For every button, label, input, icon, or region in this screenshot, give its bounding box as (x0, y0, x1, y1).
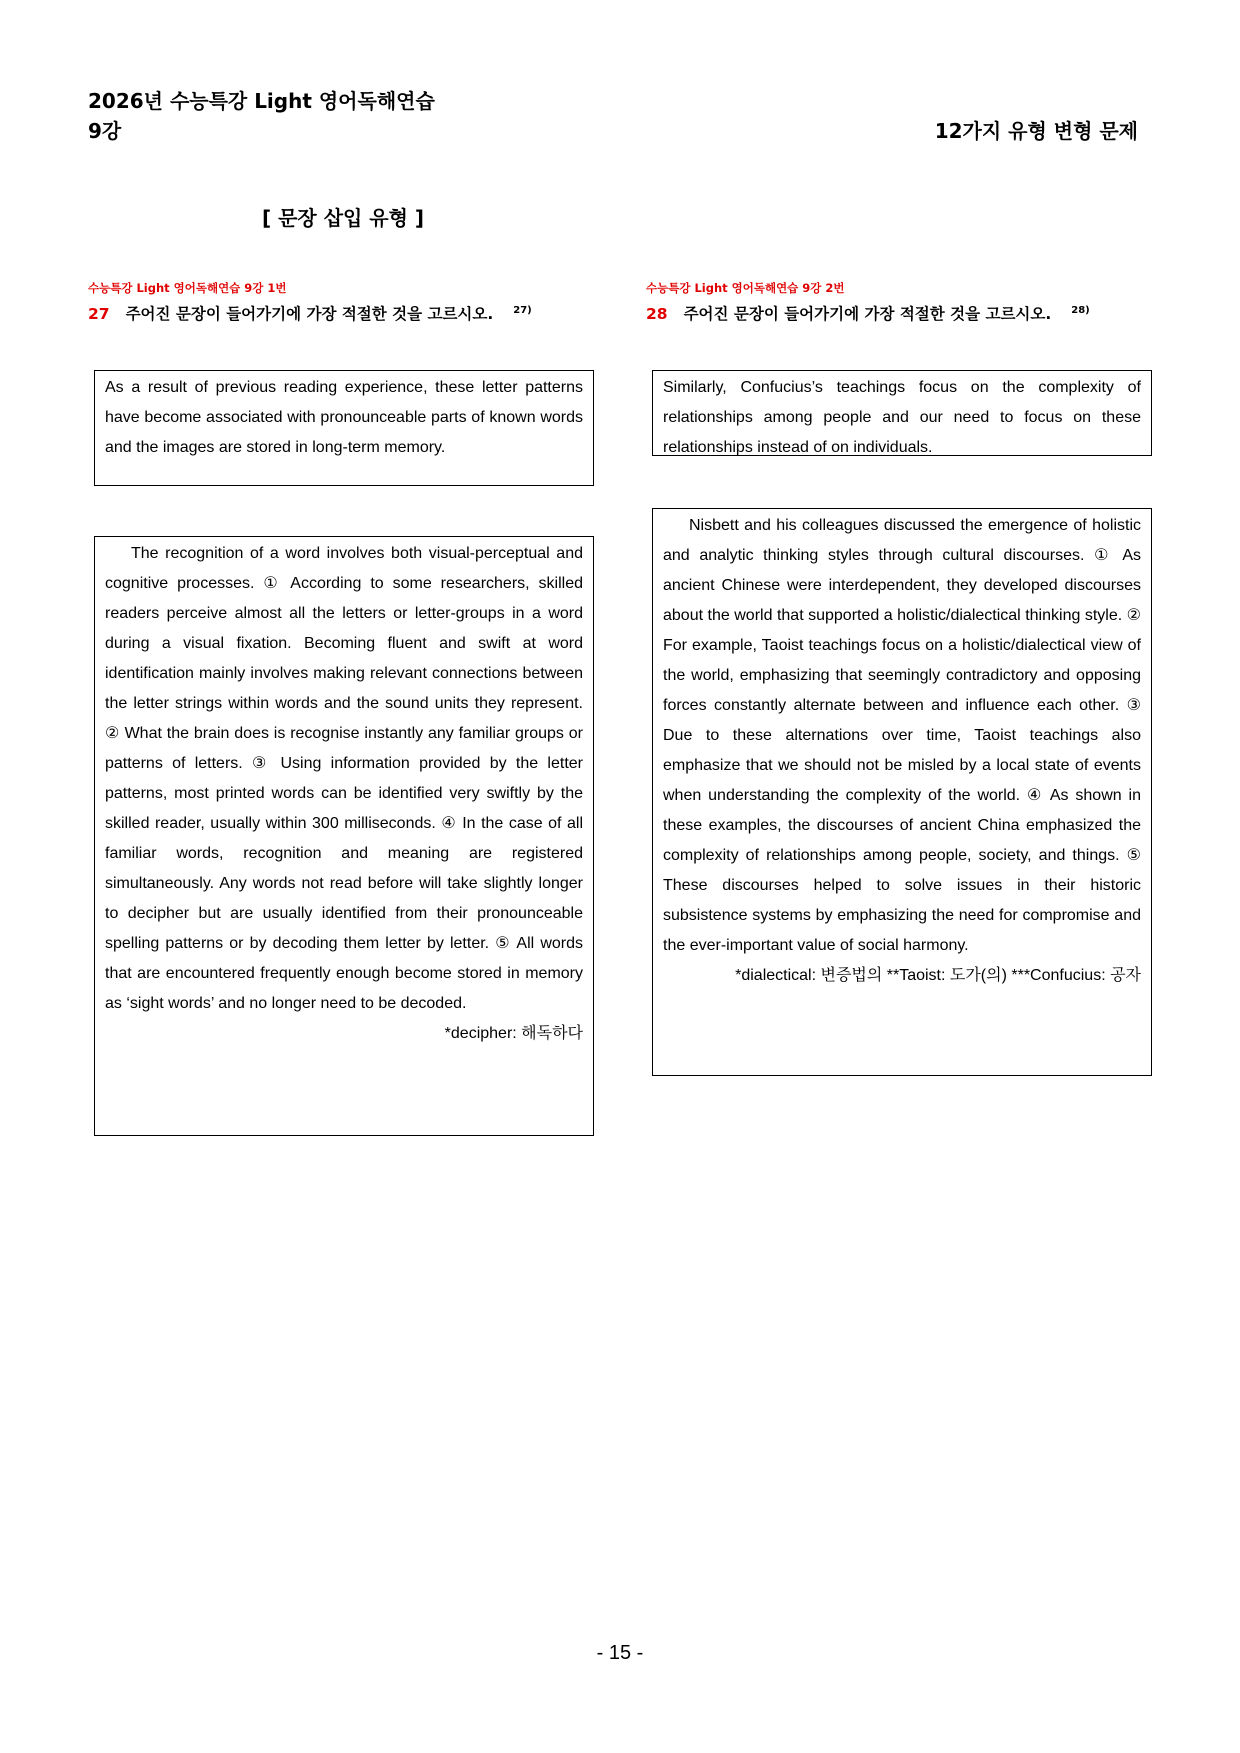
passage-box (652, 508, 1152, 1076)
given-sentence: Similarly, Confucius’s teachings focus on the complexity of relationships among people and our need to focus on these relationships instead of on individuals. (663, 379, 1141, 456)
given-sentence: As a result of previous reading experience, these letter patterns have become associated with pronounceable parts of known words and the images are stored in long-term memory. (105, 379, 583, 456)
document-title (88, 86, 435, 146)
footnote-ref: 27) (513, 304, 532, 316)
glossary-note: *dialectical: 변증법의 **Taoist: 도가(의) ***Confucius: 공자 (735, 967, 1141, 984)
question-source: 수능특강 Light 영어독해연습 9강 2번 (646, 281, 845, 295)
title-line-1: 2026년 수능특강 Light 영어독해연습 (88, 89, 435, 113)
passage-text: Nisbett and his colleagues discussed the emergence of holistic and analytic thinking styles through cultural discourses. ① As ancient Chinese were interdependent, they developed discourses about the world that supported a holistic/dialectical thinking style. ② For example, Taoist teachings focus on a holistic/dialectical view of the world, emphasizing that seemingly contradictory and opposing forces constantly alternate between and influence each other. ③ Due to these alternations over time, Taoist teachings also emphasize that we should not be misled by a local state of events when understanding the complexity of the world. ④ As shown in these examples, the discourses of ancient China emphasized the complexity of relationships among people, society, and things. ⑤ These discourses helped to solve issues in their historic subsistence systems by emphasizing the need for compromise and the ever-important value of social harmony. (663, 517, 1141, 954)
question-number: 27 (88, 305, 110, 323)
question-instruction-line (646, 302, 1090, 324)
given-sentence-box (652, 370, 1152, 456)
question-instruction-line (88, 302, 532, 324)
title-line-2: 9강 (88, 119, 122, 143)
question-source: 수능특강 Light 영어독해연습 9강 1번 (88, 281, 287, 295)
passage-text: The recognition of a word involves both visual-perceptual and cognitive processes. ① According to some researchers, skilled readers perceive almost all the letters or letter-groups in a word during a visual fixation. Becoming fluent and swift at word identification mainly involves making relevant connections between the letter strings within words and the sound units they represent. ② What the brain does is recognise instantly any familiar groups or patterns of letters. ③ Using information provided by the letter patterns, most printed words can be identified very swiftly by the skilled reader, usually within 300 milliseconds. ④ In the case of all familiar words, recognition and meaning are registered simultaneously. Any words not read before will take slightly longer to decipher but are usually identified from their pronounceable spelling patterns or by decoding them letter by letter. ⑤ All words that are encountered frequently enough become stored in memory as ‘sight words’ and no longer need to be decoded. (105, 545, 583, 1012)
question-instruction: 주어진 문장이 들어가기에 가장 적절한 것을 고르시오. (125, 305, 494, 323)
document-subtitle: 12가지 유형 변형 문제 (934, 119, 1138, 143)
question-number: 28 (646, 305, 668, 323)
passage-box (94, 536, 594, 1136)
page-number: - 15 - (596, 1642, 644, 1664)
given-sentence-box (94, 370, 594, 486)
glossary-note: *decipher: 해독하다 (444, 1025, 583, 1042)
section-title: [ 문장 삽입 유형 ] (262, 206, 425, 230)
question-instruction: 주어진 문장이 들어가기에 가장 적절한 것을 고르시오. (683, 305, 1052, 323)
footnote-ref: 28) (1071, 304, 1090, 316)
